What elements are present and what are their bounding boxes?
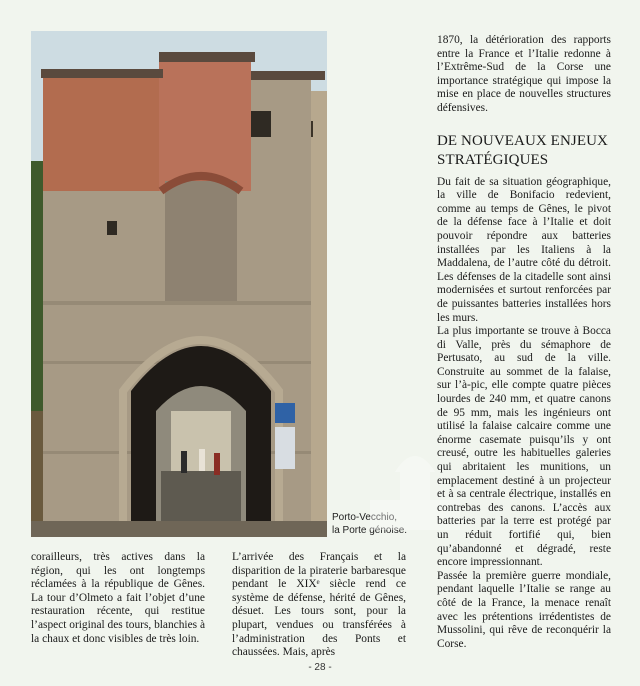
heading-line-1: DE NOUVEAUX ENJEUX — [437, 132, 608, 149]
century-numeral: XIXᵉ — [296, 578, 320, 591]
right-paragraph-2: La plus importante se trouve à Bocca di Valle, près du sémaphore de Pertusato, au sud de la ville. Construite au sommet de la falaise, sur l’à-pic, elle compte quatre pièces lourdes de 240 mm, et quatre canons de 95 mm, mais les ingénieurs ont utilisé la falaise calcaire comme une énorme casemate puisqu’ils y ont creusé, outre les habituelles galeries qui abritaient les munitions, un emplacement destiné à un projecteur et à sa centrale électrique, installés en contrebas des canons. L’accès aux batteries par la terre est protégé par un réduit fortifié qui, bien qu’abandonné et dégradé, reste encore impressionnant. — [437, 325, 611, 569]
caption-line-2: la Porte génoise. — [332, 525, 408, 536]
section-heading — [437, 132, 611, 170]
bottom-left-column — [31, 551, 205, 646]
caption-line-1: Porto-Vecchio, — [332, 512, 398, 523]
bottom-middle-paragraph — [232, 551, 406, 660]
right-paragraph-1: Du fait de sa situation géographique, la ville de Bonifacio redevient, comme au temps de Gênes, le pivot de la défense face à l’Italie et doit pouvoir répondre aux batteries installées par les Italiens à la Maddalena, de l’autre côté du détroit. Les défenses de la citadelle sont ainsi modernisées et surtout renforcées par de puissantes batteries installées hors les murs. — [437, 175, 611, 324]
bottom-middle-column — [232, 551, 406, 660]
bottom-left-paragraph: corailleurs, très actives dans la région, qui les ont longtemps réclamées à la république de Gênes. La tour d’Olmeto a fait l’objet d’une restauration récente, qui restitue l’aspect original des tours, blanchies à la chaux et donc visibles de très loin. — [31, 551, 205, 645]
bottom-middle-text-after: siècle rend ce système de défense, hérité de Gênes, désuet. Les tours sont, pour la plupart, vendues ou transférées à l’administration des Ponts et chaussées. Mais, après — [232, 578, 406, 659]
right-column — [437, 34, 611, 651]
bottom-middle-text-before: L’arrivée des Français et la disparition de la piraterie barbaresque pendant le — [232, 551, 406, 591]
heading-line-2: STRATÉGIQUES — [437, 151, 549, 168]
photo-porte-genoise — [31, 31, 327, 537]
right-paragraph-3: Passée la première guerre mondiale, pendant laquelle l’Italie se range au côté de la France, la menace renaît avec les prétentions irrédentistes de Mussolini, qui rêve de reconquérir la Corse. — [437, 569, 611, 650]
page-number: - 28 - — [308, 662, 332, 673]
right-intro-paragraph: 1870, la détérioration des rapports entre la France et l’Italie redonne à l’Extrême-Sud de la Corse une importance stratégique qui impose la mise en place de nouvelles structures défensives. — [437, 34, 611, 114]
